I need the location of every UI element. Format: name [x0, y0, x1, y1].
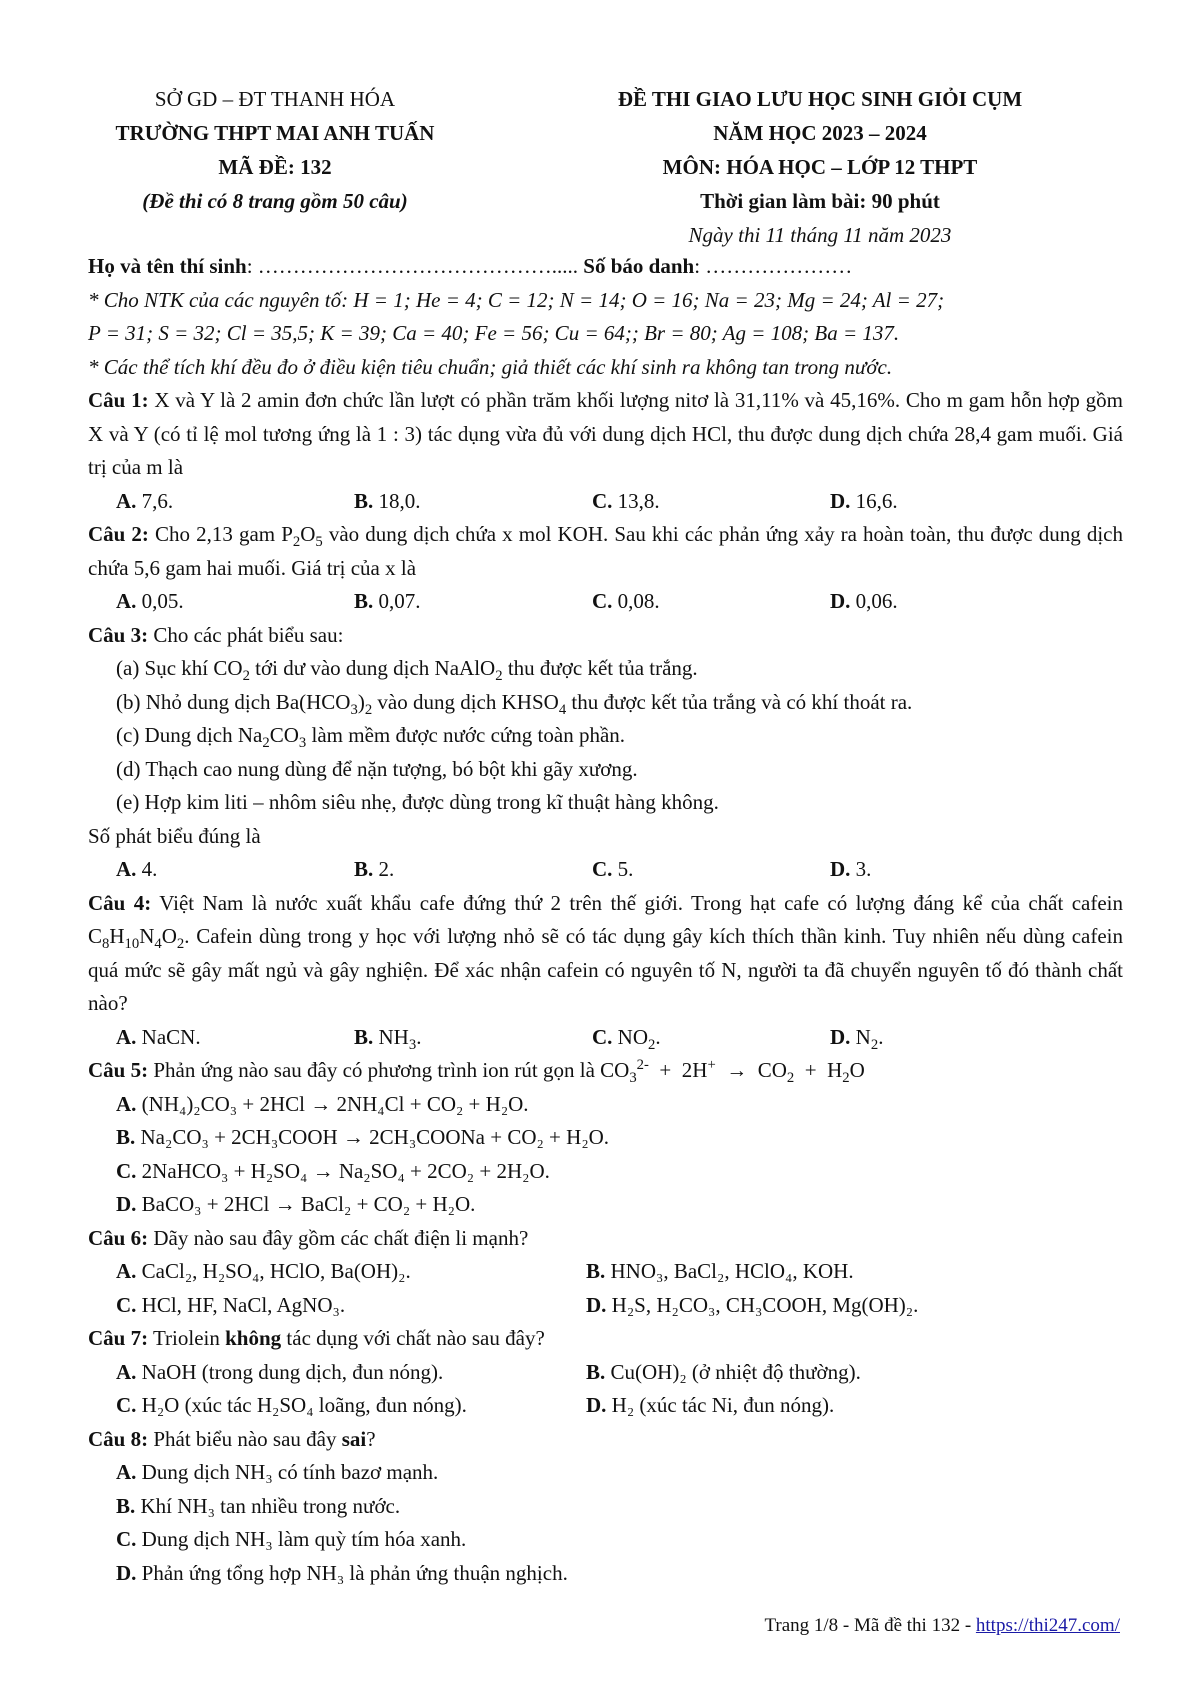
exam-header	[540, 82, 1100, 252]
question-3: Câu 3: Cho các phát biểu sau:	[88, 622, 344, 647]
page-count-note: (Đề thi có 8 trang gồm 50 câu)	[142, 189, 408, 213]
option-d[interactable]: D. H₂S, H₂CO₃, CH₃COOH, Mg(OH)₂.	[586, 1292, 919, 1317]
option-d[interactable]: D. 3.	[830, 857, 872, 881]
question-7-options-row-2	[88, 1389, 1123, 1423]
option-b[interactable]: B. Cu(OH)₂ (ở nhiệt độ thường).	[586, 1359, 861, 1384]
subject: MÔN: HÓA HỌC – LỚP 12 THPT	[662, 155, 978, 179]
question-2: Câu 2: Cho 2,13 gam $P_2O_5$ vào dung dịch chứa x mol KOH. Sau khi các phản ứng xảy ra hoàn toàn, thu được dung dịch chứa 5,6 gam hai muối. Giá trị của x là	[88, 522, 1124, 580]
duration: Thời gian làm bài: 90 phút	[700, 189, 940, 213]
option-d[interactable]: D. 16,6.	[830, 488, 898, 513]
atomic-mass-note-2: P = 31; S = 32; Cl = 35,5; K = 39; Ca = 40; Fe = 56; Cu = 64;; Br = 80; Ag = 108; Ba = 137.	[88, 321, 900, 345]
option-c[interactable]: C. $NO_2$.	[592, 1024, 661, 1053]
candidate-name-dots: : …………………………………….....	[246, 254, 579, 278]
question-8-label: Câu 8:	[88, 1426, 149, 1451]
question-4-label: Câu 4:	[88, 890, 152, 915]
question-5-label: Câu 5:	[88, 1058, 149, 1082]
candidate-name-label: Họ và tên thí sinh	[88, 254, 247, 278]
option-b[interactable]: B. $NH_3$.	[354, 1024, 422, 1053]
option-a[interactable]: A. CaCl₂, H₂SO₄, HClO, Ba(OH)₂.	[116, 1259, 411, 1283]
statement-a: (a) Sục khí $CO_2$ tới dư vào dung dịch NaAlO$_2$ thu được kết tủa trắng.	[116, 656, 698, 685]
question-3-label: Câu 3:	[88, 622, 149, 647]
question-7-label: Câu 7:	[88, 1326, 149, 1350]
option-c[interactable]: C. 5.	[592, 857, 634, 881]
statement-b: (b) Nhỏ dung dịch $Ba(HCO_3)_2$ vào dung dịch $KHSO_4$ thu được kết tủa trắng và có khí thoát ra.	[116, 689, 913, 718]
question-1-text: X và Y là 2 amin đơn chức lần lượt có phần trăm khối lượng nitơ là 31,11% và 45,16%. Cho m gam hỗn hợp gồm X và Y (có tỉ lệ mol tương ứng là 1 : 3) tác dụng vừa đủ với dung dịch HCl, thu được dung dịch chứa 28,4 gam muối. Giá trị của m là	[88, 388, 1123, 479]
exam-date: Ngày thi 11 tháng 11 năm 2023	[688, 223, 952, 247]
option-a[interactable]: A. 4.	[116, 857, 158, 881]
option-a[interactable]: A. NaOH (trong dung dịch, đun nóng).	[116, 1359, 444, 1384]
school-header	[80, 82, 470, 218]
option-a[interactable]: A. (NH₄)₂CO₃ + 2HCl → 2NH₄Cl + CO₂ + H₂O.	[116, 1091, 529, 1116]
option-d[interactable]: D. H₂ (xúc tác Ni, đun nóng).	[586, 1393, 835, 1417]
option-b[interactable]: B. 0,07.	[354, 589, 421, 613]
statement-c: (c) Dung dịch $Na_2CO_3$ làm mềm được nước cứng toàn phần.	[116, 723, 626, 752]
question-7: Câu 7: Triolein không tác dụng với chất nào sau đây?	[88, 1326, 545, 1350]
option-c[interactable]: C. H₂O (xúc tác H₂SO₄ loãng, đun nóng).	[116, 1393, 467, 1417]
option-b[interactable]: B. Khí NH₃ tan nhiều trong nước.	[116, 1493, 401, 1518]
question-1-label: Câu 1:	[88, 388, 149, 412]
option-a[interactable]: A. 0,05.	[116, 589, 184, 613]
option-b[interactable]: B. HNO₃, BaCl₂, HClO₄, KOH.	[586, 1259, 854, 1283]
option-c[interactable]: C. HCl, HF, NaCl, AgNO₃.	[116, 1292, 346, 1317]
candidate-id-label: Số báo danh	[583, 254, 695, 278]
page-footer	[620, 1615, 1120, 1637]
question-3-options	[88, 853, 1123, 887]
question-4: Câu 4: Việt Nam là nước xuất khẩu cafe đứng thứ 2 trên thế giới. Trong hạt cafe có lượng đáng kể của chất cafein $C_8H_{10}N_4O_2$. Cafein dùng trong y học với lượng nhỏ sẽ có tác dụng gây kích thích thần kinh. Tuy nhiên nếu dùng cafein quá mức sẽ gây mất ngủ và gây nghiện. Để xác nhận cafein có nguyên tố N, người ta đã chuyển nguyên tố đó thành chất nào?	[88, 890, 1123, 1015]
exam-code: MÃ ĐỀ: 132	[218, 155, 332, 179]
question-1	[88, 384, 1123, 485]
question-6-options-row-1	[88, 1255, 1123, 1289]
option-b[interactable]: B. Na₂CO₃ + 2CH₃COOH → 2CH₃COONa + CO₂ + H₂O.	[116, 1125, 610, 1149]
footer-link[interactable]: https://thi247.com/	[975, 1615, 1120, 1636]
option-c[interactable]: C. Dung dịch NH₃ làm quỳ tím hóa xanh.	[116, 1527, 467, 1551]
option-a[interactable]: A. 7,6.	[116, 488, 174, 513]
question-2-options	[88, 585, 1123, 619]
question-6: Câu 6: Dãy nào sau đây gồm các chất điện li mạnh?	[88, 1225, 529, 1250]
option-d[interactable]: D. BaCO₃ + 2HCl → BaCl₂ + CO₂ + H₂O.	[116, 1192, 476, 1216]
option-c[interactable]: C. 13,8.	[592, 488, 660, 513]
footer-text: Trang 1/8 - Mã đề thi 132 -	[764, 1615, 976, 1636]
option-c[interactable]: C. 0,08.	[592, 589, 660, 613]
exam-body	[88, 250, 1123, 1590]
option-d[interactable]: D. Phản ứng tổng hợp NH₃ là phản ứng thuận nghịch.	[116, 1560, 568, 1585]
option-d[interactable]: D. $N_2$.	[830, 1024, 884, 1053]
school-year: NĂM HỌC 2023 – 2024	[713, 121, 927, 145]
option-a[interactable]: A. NaCN.	[116, 1024, 201, 1049]
department-name: SỞ GD – ĐT THANH HÓA	[154, 87, 396, 111]
question-3-tail: Số phát biểu đúng là	[88, 823, 261, 848]
option-d[interactable]: D. 0,06.	[830, 589, 898, 613]
question-8: Câu 8: Phát biểu nào sau đây sai?	[88, 1426, 376, 1451]
option-b[interactable]: B. 2.	[354, 857, 395, 881]
statement-e: (e) Hợp kim liti – nhôm siêu nhẹ, được dùng trong kĩ thuật hàng không.	[116, 790, 719, 814]
question-1-options	[88, 485, 1123, 519]
question-7-options-row-1	[88, 1356, 1123, 1390]
gas-volume-note: * Các thể tích khí đều đo ở điều kiện tiêu chuẩn; giả thiết các khí sinh ra không tan trong nước.	[88, 354, 893, 379]
question-6-options-row-2	[88, 1289, 1123, 1323]
question-5: Câu 5: Phản ứng nào sau đây có phương trình ion rút gọn là $CO_3^{2-} + 2H^+ \to CO_2 + H_2O$	[88, 1057, 865, 1087]
option-a[interactable]: A. Dung dịch NH₃ có tính bazơ mạnh.	[116, 1460, 439, 1484]
statement-d: (d) Thạch cao nung dùng để nặn tượng, bó bột khi gãy xương.	[116, 756, 638, 781]
candidate-id-dots: : …………………	[694, 254, 853, 278]
school-name: TRƯỜNG THPT MAI ANH TUẤN	[115, 121, 435, 145]
candidate-line	[88, 250, 1123, 284]
question-4-options	[88, 1021, 1123, 1055]
option-b[interactable]: B. 18,0.	[354, 488, 421, 513]
question-2-label: Câu 2:	[88, 522, 149, 546]
question-6-label: Câu 6:	[88, 1225, 149, 1250]
option-c[interactable]: C. 2NaHCO₃ + H₂SO₄ → Na₂SO₄ + 2CO₂ + 2H₂O.	[116, 1158, 550, 1183]
exam-title: ĐỀ THI GIAO LƯU HỌC SINH GIỎI CỤM	[617, 87, 1023, 111]
atomic-mass-note-1: * Cho NTK của các nguyên tố: H = 1; He = 4; C = 12; N = 14; O = 16; Na = 23; Mg = 24; Al = 27;	[88, 287, 945, 312]
